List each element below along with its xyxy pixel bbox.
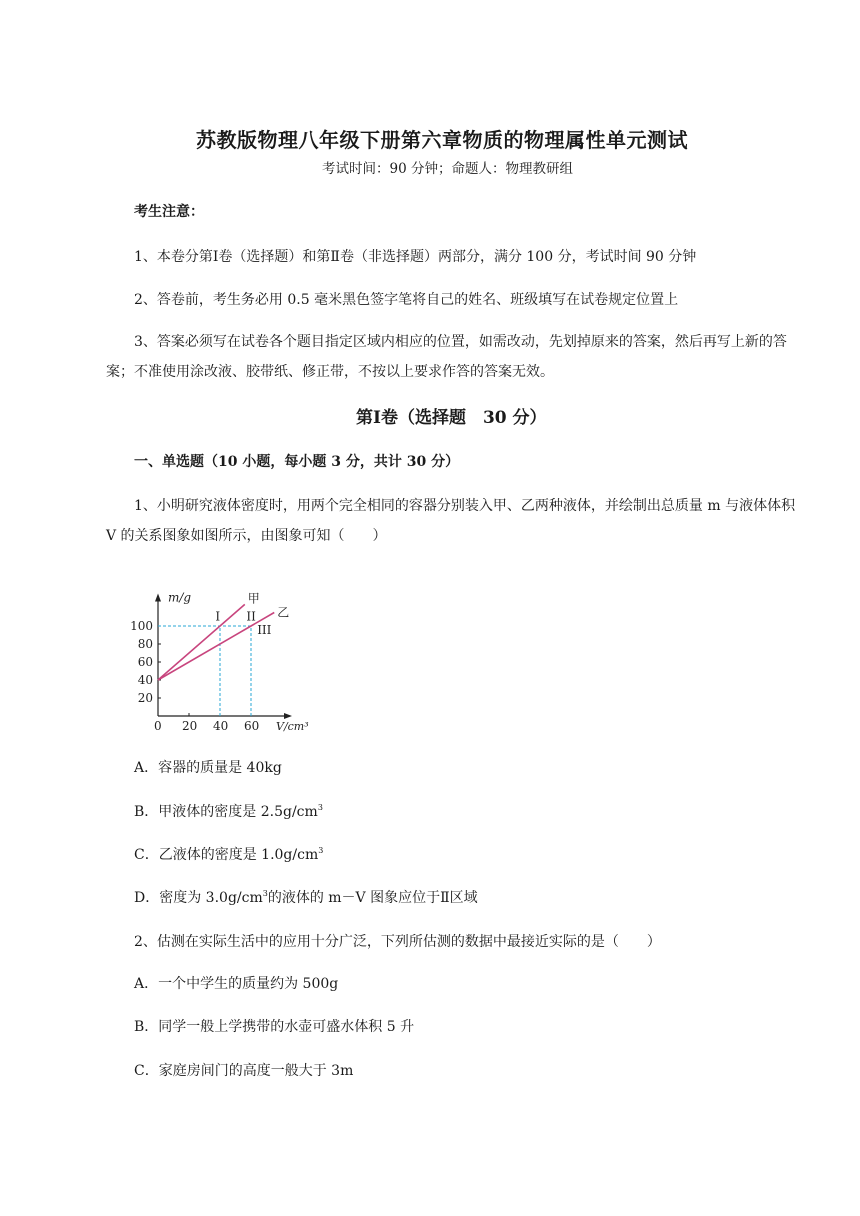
q1-option-c-text: C．乙液体的密度是 1.0g/cm bbox=[134, 847, 319, 863]
x-tick-label: 20 bbox=[182, 719, 198, 733]
series-label-2: 乙 bbox=[277, 605, 290, 620]
notice-item-3: 3、答案必须写在试卷各个题目指定区域内相应的位置，如需改动，先划掉原来的答案，然后再写上新的答案；不准使用涂改液、胶带纸、修正带，不按以上要求作答的答案无效。 bbox=[106, 334, 787, 380]
region-label: II bbox=[246, 609, 256, 624]
question-2-stem: 2、估测在实际生活中的应用十分广泛，下列所估测的数据中最接近实际的是（ ） bbox=[134, 934, 661, 950]
x-tick-label: 40 bbox=[213, 719, 229, 733]
q1-option-d-text: D．密度为 3.0g/cm bbox=[134, 890, 263, 906]
question-1-stem: 1、小明研究液体密度时，用两个完全相同的容器分别装入甲、乙两种液体，并绘制出总质量 m 与液体体积 V 的关系图象如图所示，由图象可知（ ） bbox=[106, 498, 796, 544]
x-tick-label: 0 bbox=[154, 719, 162, 733]
q1-option-d bbox=[134, 888, 478, 908]
q1-option-d-exp: 3 bbox=[262, 889, 268, 898]
series-line-1 bbox=[158, 604, 245, 680]
region-label: III bbox=[257, 623, 272, 638]
notice-item-1: 1、本卷分第Ⅰ卷（选择题）和第Ⅱ卷（非选择题）两部分，满分 100 分，考试时间 90 分钟 bbox=[134, 249, 697, 265]
q1-option-b-exp: 3 bbox=[317, 803, 323, 812]
x-tick-label: 60 bbox=[244, 719, 260, 733]
notice-item-2: 2、答卷前，考生务必用 0.5 毫米黑色签字笔将自己的姓名、班级填写在试卷规定位置上 bbox=[134, 292, 679, 308]
notice-heading: 考生注意： bbox=[134, 204, 204, 220]
y-tick-label: 60 bbox=[137, 655, 153, 669]
q1-option-b-text: B．甲液体的密度是 2.5g/cm bbox=[134, 804, 318, 820]
exam-info: 考试时间：90 分钟；命题人：物理教研组 bbox=[322, 161, 573, 177]
mass-volume-graph bbox=[128, 560, 328, 740]
q2-option-b: B．同学一般上学携带的水壶可盛水体积 5 升 bbox=[134, 1019, 415, 1035]
q1-option-c-exp: 3 bbox=[318, 846, 324, 855]
y-tick-label: 40 bbox=[137, 673, 153, 687]
y-axis-label: m/g bbox=[168, 590, 192, 605]
y-axis-arrow bbox=[155, 594, 161, 602]
x-axis-label: V/cm³ bbox=[276, 720, 309, 733]
y-tick-label: 20 bbox=[137, 691, 153, 705]
q2-option-c: C．家庭房间门的高度一般大于 3m bbox=[134, 1063, 354, 1079]
q1-option-c bbox=[134, 845, 323, 865]
part-title: 一、单选题（10 小题，每小题 3 分，共计 30 分） bbox=[134, 454, 460, 470]
q1-option-d-text-2: 的液体的 m－V 图象应位于Ⅱ区域 bbox=[267, 890, 478, 906]
q1-option-a: A．容器的质量是 40kg bbox=[134, 760, 282, 776]
series-label-1: 甲 bbox=[247, 591, 260, 606]
page-title: 苏教版物理八年级下册第六章物质的物理属性单元测试 bbox=[196, 128, 688, 152]
x-axis-arrow bbox=[284, 713, 292, 719]
y-tick-label: 100 bbox=[130, 619, 153, 633]
q1-option-b bbox=[134, 802, 323, 822]
region-label: I bbox=[215, 609, 221, 624]
q2-option-a: A．一个中学生的质量约为 500g bbox=[134, 976, 339, 992]
y-tick-label: 80 bbox=[137, 637, 153, 651]
section-title: 第Ⅰ卷（选择题 30 分） bbox=[356, 408, 547, 428]
